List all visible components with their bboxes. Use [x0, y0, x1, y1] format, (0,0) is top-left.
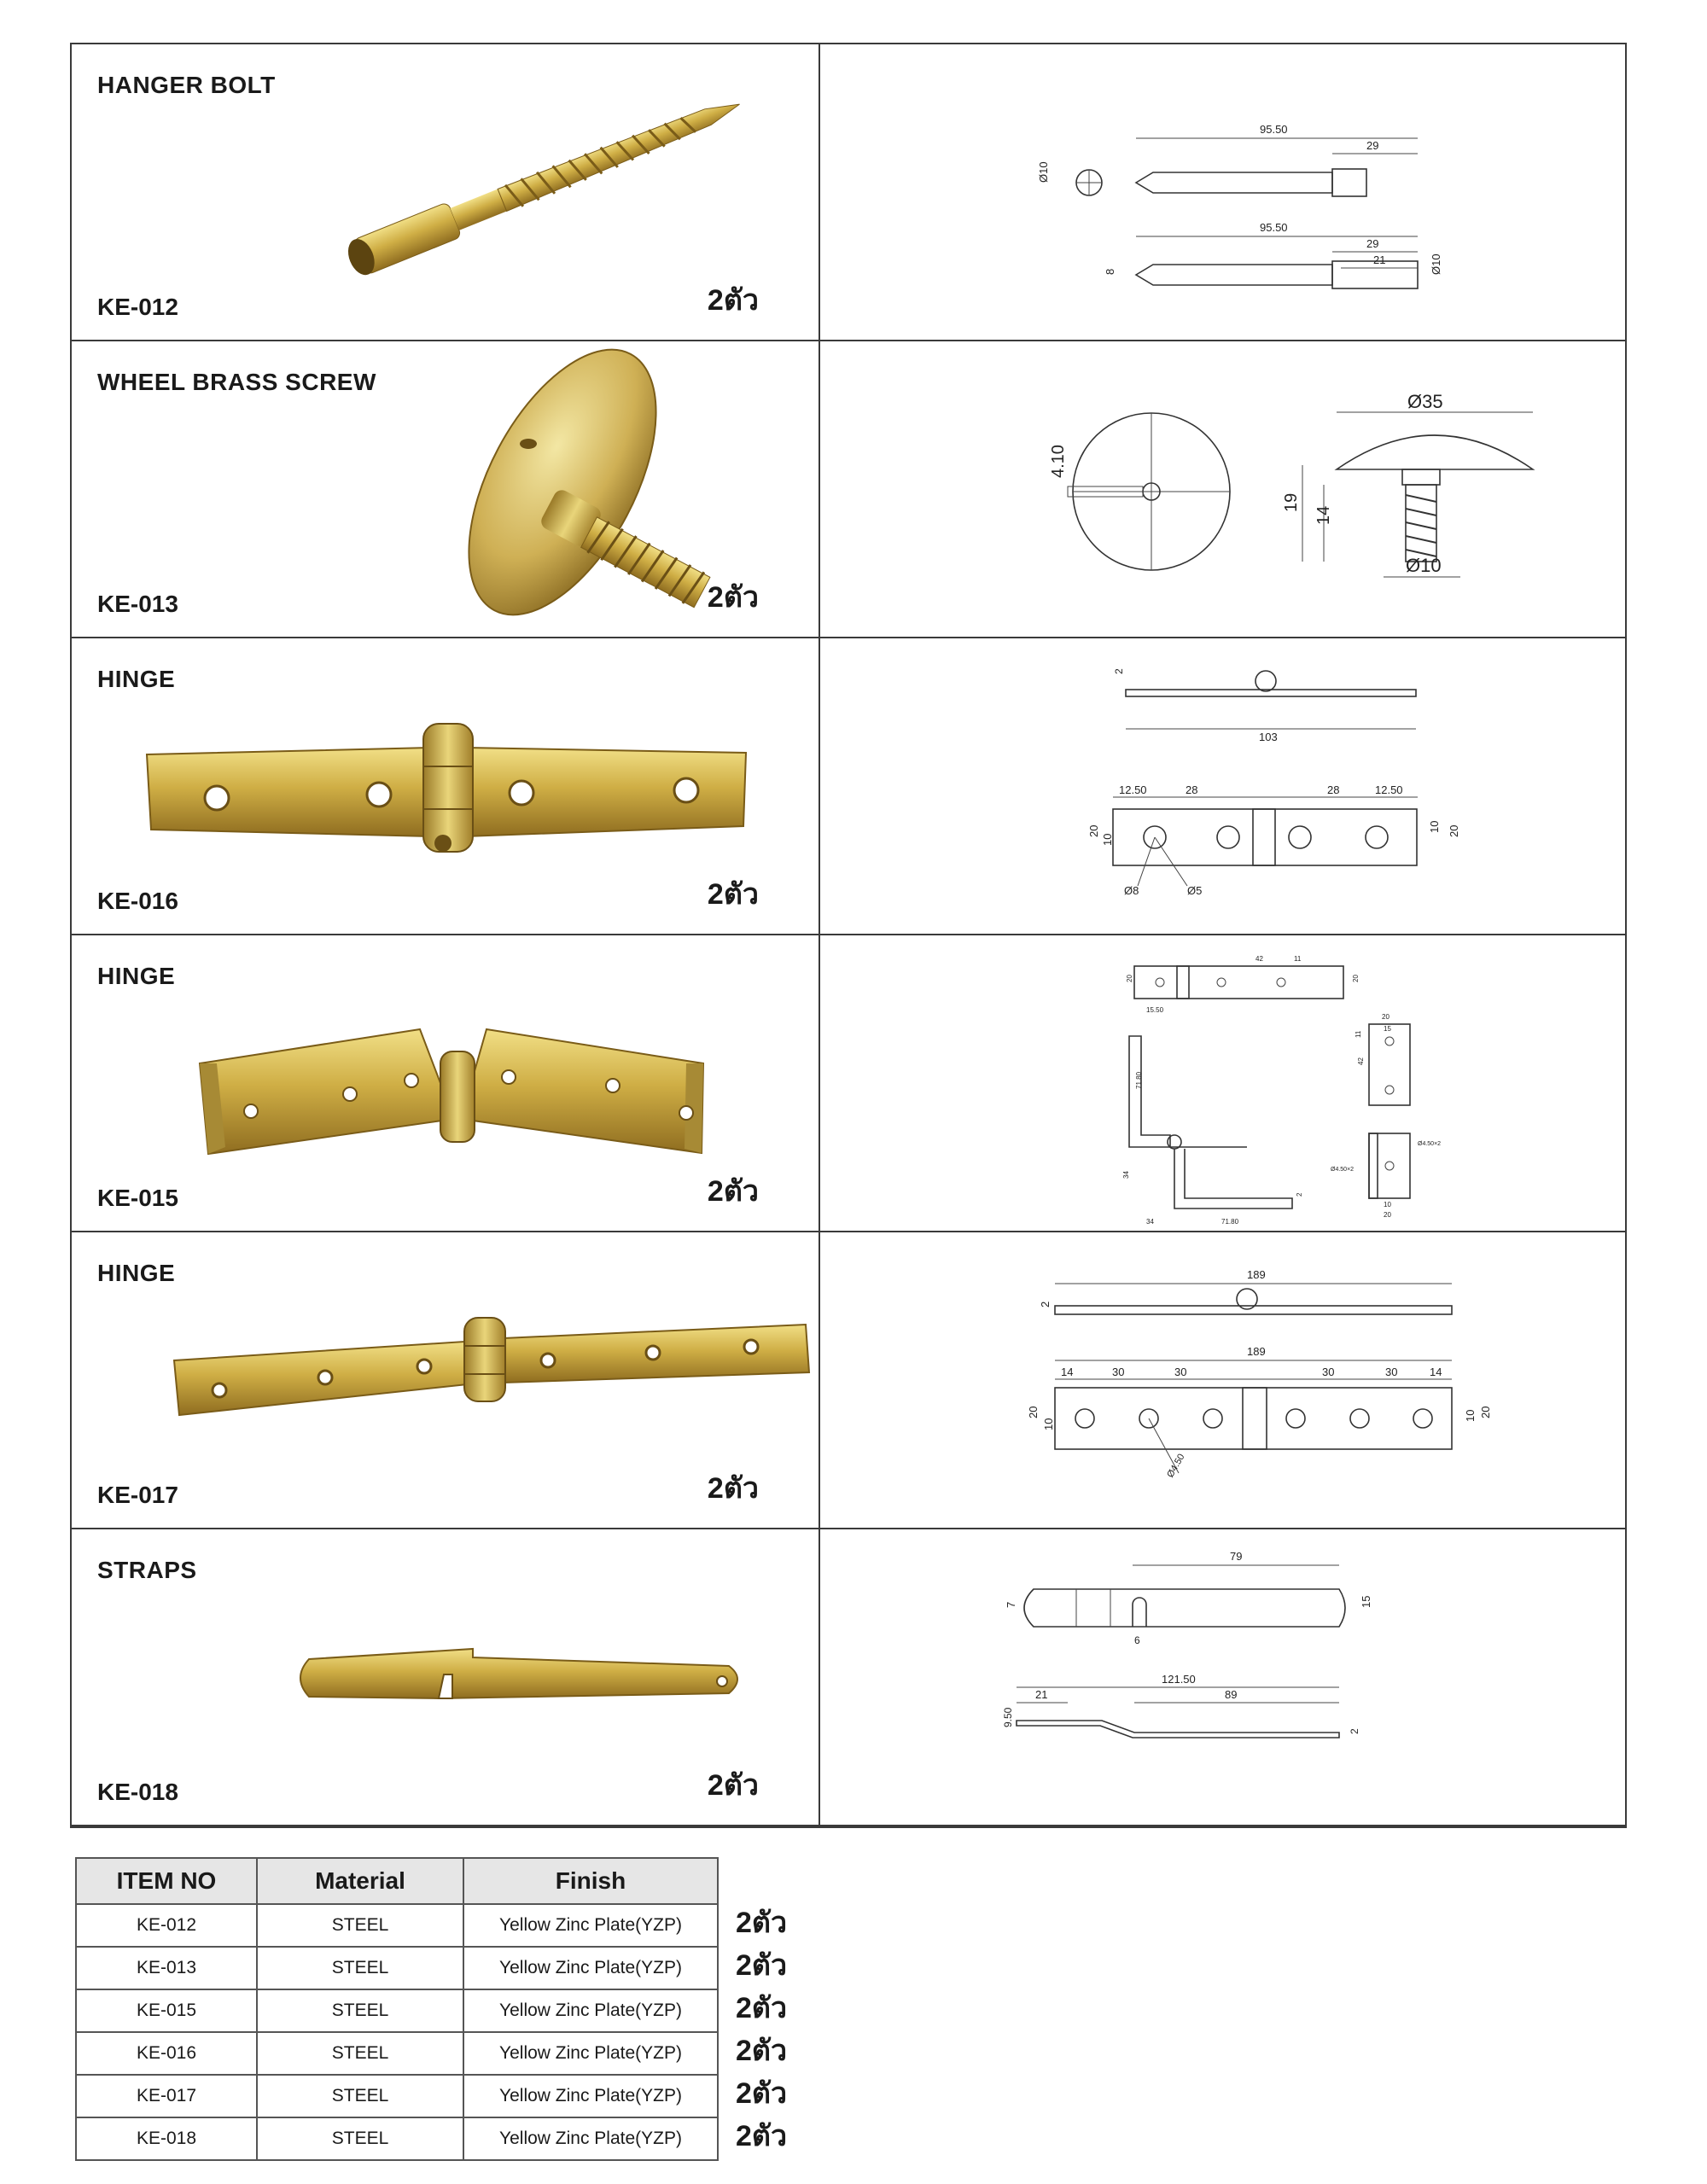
- product-name: WHEEL BRASS SCREW: [97, 369, 376, 395]
- dim-ke013-shaft: Ø10: [1406, 555, 1442, 576]
- cell-finish: Yellow Zinc Plate(YZP): [463, 1947, 718, 1989]
- cell-material: STEEL: [257, 2032, 463, 2075]
- product-name: HANGER BOLT: [97, 72, 276, 98]
- cell-material: STEEL: [257, 1989, 463, 2032]
- dim-ke017-h: Ø4.50: [1165, 1452, 1187, 1480]
- cell-item: KE-012: [76, 1904, 257, 1947]
- table-row: [76, 1989, 718, 2032]
- product-cell-ke016: [72, 638, 820, 935]
- spec-table: [75, 1857, 719, 2161]
- product-qty: 2ตัว: [707, 1769, 759, 1802]
- dim-ke018-b: 15: [1360, 1595, 1372, 1608]
- drawing-cell-ke018: [820, 1529, 1625, 1826]
- dim-ke017-w2: 20: [1479, 1406, 1492, 1418]
- dim-ke015-j: 15: [1384, 1025, 1391, 1033]
- product-cell-ke015: [72, 935, 820, 1232]
- product-code: KE-017: [97, 1482, 178, 1508]
- dim-ke017-b2: 30: [1174, 1366, 1187, 1378]
- product-qty: 2ตัว: [707, 878, 759, 911]
- drawing-cell-ke013: [820, 341, 1625, 638]
- dim-ke017-len2: 189: [1247, 1345, 1266, 1358]
- row-qty: 2ตัว: [736, 2035, 788, 2067]
- hinge-ke017-drawing: [820, 1232, 1625, 1528]
- product-name: HINGE: [97, 1260, 176, 1286]
- dim-ke018-c: 7: [1005, 1601, 1017, 1608]
- drawing-cell-ke015: [820, 935, 1625, 1232]
- hanger-bolt-drawing: [820, 44, 1625, 340]
- dim-ke017-a1: 14: [1061, 1366, 1074, 1378]
- dim-ke015-f1: 71.80: [1135, 1071, 1143, 1089]
- cell-item: KE-017: [76, 2075, 257, 2117]
- row-qty: 2ตัว: [736, 2077, 788, 2110]
- product-code: KE-015: [97, 1185, 178, 1211]
- drawing-cell-ke017: [820, 1232, 1625, 1529]
- row-qty: 2ตัว: [736, 2120, 788, 2152]
- table-row: [76, 2075, 718, 2117]
- dim-ke016-c1: 10: [1101, 833, 1114, 846]
- dim-ke012-d1: Ø10: [1037, 161, 1050, 183]
- product-cell-ke017: [72, 1232, 820, 1529]
- dim-ke018-total: 121.50: [1162, 1673, 1196, 1686]
- dim-ke015-i2: Ø4.50×2: [1418, 1141, 1442, 1147]
- dim-ke016-h2: Ø5: [1187, 884, 1203, 897]
- product-qty: 2ตัว: [707, 1175, 759, 1208]
- dim-ke015-b1: 11: [1294, 955, 1302, 963]
- dim-ke016-len: 103: [1259, 731, 1278, 743]
- table-qty-column: [736, 1902, 821, 2158]
- dim-ke018-g: 9.50: [1002, 1707, 1014, 1727]
- dim-ke015-b2: 11: [1355, 1030, 1362, 1038]
- dim-ke016-t: 2: [1113, 668, 1125, 674]
- cell-finish: Yellow Zinc Plate(YZP): [463, 2075, 718, 2117]
- header-item-no: ITEM NO: [76, 1858, 257, 1904]
- cell-finish: Yellow Zinc Plate(YZP): [463, 2117, 718, 2160]
- dim-ke015-i1: Ø4.50×2: [1331, 1167, 1355, 1173]
- dim-ke012-len: 95.50: [1260, 123, 1288, 136]
- cell-finish: Yellow Zinc Plate(YZP): [463, 1989, 718, 2032]
- product-code: KE-013: [97, 591, 178, 617]
- dim-ke015-f2: 71.80: [1221, 1218, 1239, 1226]
- dim-ke018-e: 21: [1035, 1688, 1048, 1701]
- dim-ke017-t: 2: [1039, 1301, 1052, 1307]
- dim-ke017-c2: 10: [1464, 1409, 1477, 1422]
- dim-ke015-c4: 20: [1384, 1211, 1391, 1219]
- product-code: KE-018: [97, 1779, 178, 1805]
- dim-ke017-a2: 14: [1430, 1366, 1442, 1378]
- product-cell-ke018: [72, 1529, 820, 1826]
- dim-ke016-w2: 20: [1448, 824, 1460, 837]
- dim-ke013-h2: 14: [1314, 505, 1333, 525]
- product-qty: 2ตัว: [707, 581, 759, 614]
- dim-ke012-a: 29: [1366, 139, 1379, 152]
- header-finish: Finish: [463, 1858, 718, 1904]
- hinge-ke015-drawing: [820, 935, 1625, 1231]
- straps-drawing: [820, 1529, 1625, 1825]
- dim-ke016-h1: Ø8: [1124, 884, 1139, 897]
- dim-ke015-d: 15.50: [1146, 1006, 1164, 1014]
- dim-ke012-a2: 29: [1366, 237, 1379, 250]
- dim-ke013-dia: Ø35: [1407, 391, 1443, 412]
- cell-material: STEEL: [257, 2117, 463, 2160]
- dim-ke017-len: 189: [1247, 1268, 1266, 1281]
- cell-item: KE-015: [76, 1989, 257, 2032]
- dim-ke018-t: 2: [1349, 1728, 1360, 1734]
- drawing-cell-ke016: [820, 638, 1625, 935]
- dim-ke015-a2: 42: [1357, 1057, 1365, 1065]
- product-qty: 2ตัว: [707, 284, 759, 317]
- table-row: [76, 1947, 718, 1989]
- dim-ke016-a2: 12.50: [1375, 783, 1403, 796]
- dim-ke016-c2: 10: [1428, 820, 1441, 833]
- dim-ke015-c2: 20: [1352, 975, 1360, 982]
- dim-ke017-b1: 30: [1112, 1366, 1125, 1378]
- dim-ke016-b2: 28: [1327, 783, 1340, 796]
- dim-ke015-g1: 34: [1122, 1171, 1130, 1179]
- cell-item: KE-016: [76, 2032, 257, 2075]
- table-row: [76, 1904, 718, 1947]
- dim-ke012-b: 21: [1373, 253, 1386, 266]
- product-cell-ke013: [72, 341, 820, 638]
- product-name: HINGE: [97, 963, 176, 989]
- dim-ke018-a: 79: [1230, 1550, 1243, 1563]
- product-cell-ke012: [72, 44, 820, 341]
- cell-item: KE-018: [76, 2117, 257, 2160]
- hinge-ke016-drawing: [820, 638, 1625, 934]
- product-code: KE-016: [97, 888, 178, 914]
- product-code: KE-012: [97, 294, 178, 320]
- cell-material: STEEL: [257, 2075, 463, 2117]
- wheel-brass-screw-drawing: [820, 341, 1625, 637]
- dim-ke013-slot: 4.10: [1049, 445, 1068, 478]
- dim-ke015-c1: 20: [1126, 975, 1133, 982]
- dim-ke017-c1: 10: [1042, 1418, 1055, 1430]
- product-name: STRAPS: [97, 1557, 197, 1583]
- dim-ke017-w1: 20: [1027, 1406, 1040, 1418]
- cell-material: STEEL: [257, 1904, 463, 1947]
- row-qty: 2ตัว: [736, 1992, 788, 2024]
- cell-material: STEEL: [257, 1947, 463, 1989]
- cell-finish: Yellow Zinc Plate(YZP): [463, 2032, 718, 2075]
- dim-ke013-h1: 19: [1282, 492, 1301, 512]
- dim-ke018-f: 89: [1225, 1688, 1238, 1701]
- dim-ke017-b4: 30: [1385, 1366, 1398, 1378]
- dim-ke012-h: 8: [1104, 268, 1116, 275]
- drawing-cell-ke012: [820, 44, 1625, 341]
- row-qty: 2ตัว: [736, 1907, 788, 1939]
- table-row: [76, 2032, 718, 2075]
- dim-ke016-b1: 28: [1186, 783, 1198, 796]
- dim-ke012-len2: 95.50: [1260, 221, 1288, 234]
- dim-ke015-a1: 42: [1255, 955, 1263, 963]
- dim-ke017-b3: 30: [1322, 1366, 1335, 1378]
- dim-ke015-g2: 34: [1146, 1218, 1154, 1226]
- cell-finish: Yellow Zinc Plate(YZP): [463, 1904, 718, 1947]
- cell-item: KE-013: [76, 1947, 257, 1989]
- header-material: Material: [257, 1858, 463, 1904]
- row-qty: 2ตัว: [736, 1949, 788, 1982]
- dim-ke015-h: 2: [1296, 1192, 1303, 1197]
- dim-ke016-w1: 20: [1087, 824, 1100, 837]
- dim-ke015-c3: 20: [1382, 1013, 1389, 1021]
- product-catalog: [70, 43, 1627, 1828]
- dim-ke018-d: 6: [1134, 1634, 1140, 1646]
- product-name: HINGE: [97, 666, 176, 692]
- table-row: [76, 2117, 718, 2160]
- dim-ke015-e: 10: [1384, 1201, 1391, 1208]
- dim-ke012-d2: Ø10: [1430, 253, 1442, 275]
- dim-ke016-a1: 12.50: [1119, 783, 1147, 796]
- product-qty: 2ตัว: [707, 1472, 759, 1505]
